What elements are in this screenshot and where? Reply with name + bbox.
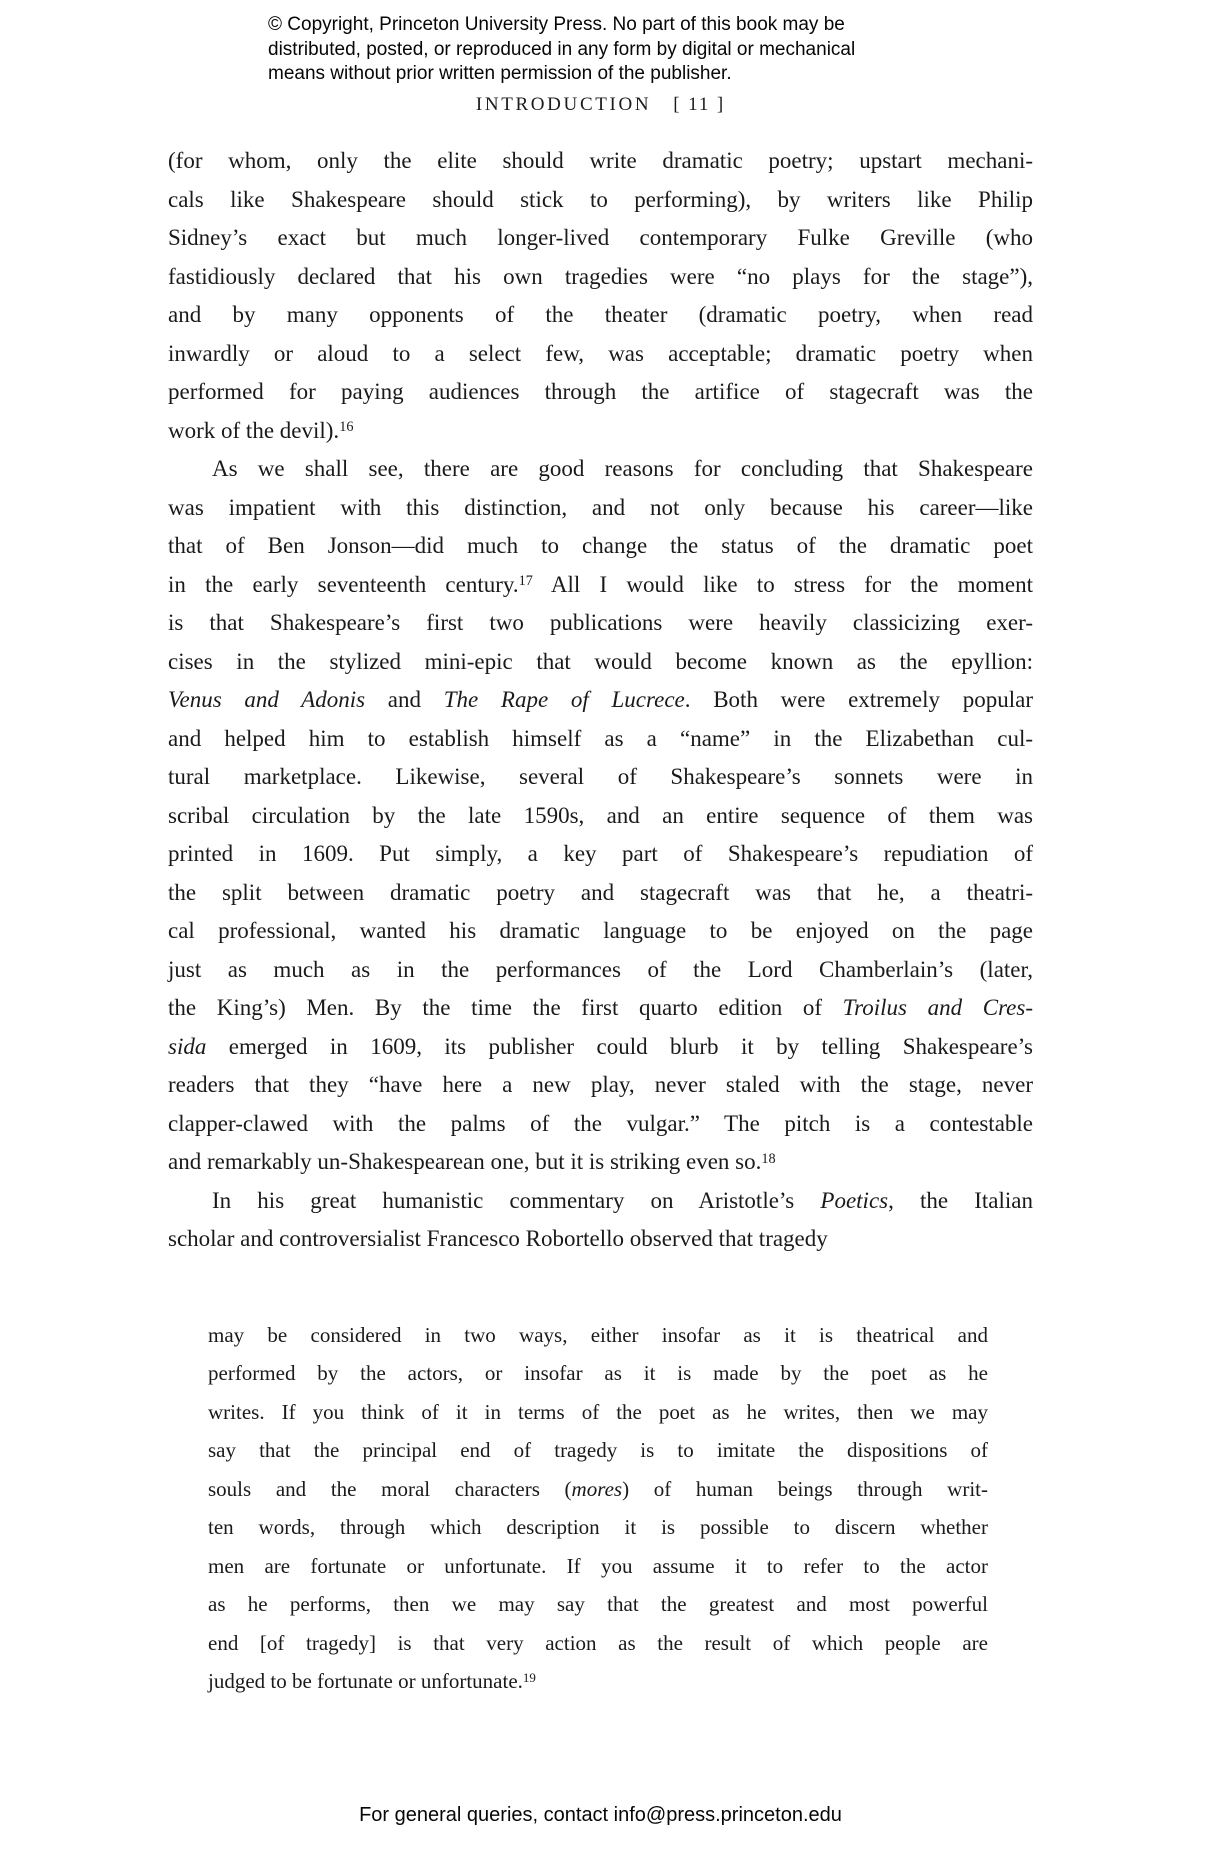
text-line: writes. If you think of it in terms of the poet as he writes, then we may bbox=[208, 1399, 988, 1424]
text-line: that of Ben Jonson—did much to change the status of the dramatic poet bbox=[168, 533, 1033, 558]
text-line: as he performs, then we may say that the greatest and most powerful bbox=[208, 1592, 988, 1616]
text-line: Venus and Adonis and The Rape of Lucrece. Both were extremely popular bbox=[168, 687, 1033, 712]
text-line: say that the principal end of tragedy is to imitate the dispositions of bbox=[208, 1438, 988, 1462]
text-line: printed in 1609. Put simply, a key part of Shakespeare’s repudiation of bbox=[168, 841, 1033, 866]
text-line: Sidney’s exact but much longer-lived contemporary Fulke Greville (who bbox=[168, 225, 1033, 250]
text-line: and helped him to establish himself as a “name” in the Elizabethan cul- bbox=[168, 725, 1033, 751]
paragraph bbox=[168, 450, 1033, 1182]
footnote-reference: 19 bbox=[522, 1670, 536, 1686]
copyright-line: © Copyright, Princeton University Press. No part of this book may be bbox=[268, 14, 845, 35]
text-line: judged to be fortunate or unfortunate.$^{19}$ bbox=[208, 1669, 536, 1693]
copyright-line: distributed, posted, or reproduced in any form by digital or mechanical bbox=[268, 38, 856, 60]
text-line: the split between dramatic poetry and stagecraft was that he, a theatri- bbox=[168, 879, 1033, 905]
text-line: (for whom, only the elite should write dramatic poetry; upstart mechani- bbox=[168, 148, 1033, 173]
copyright-line: means without prior written permission of the publisher. bbox=[268, 63, 732, 84]
block-quote bbox=[168, 1316, 1033, 1701]
section-title: INTRODUCTION bbox=[475, 94, 652, 115]
text-line: In his great humanistic commentary on Aristotle’s Poetics, the Italian bbox=[212, 1187, 1033, 1213]
text-line: fastidiously declared that his own tragedies were “no plays for the stage”), bbox=[168, 263, 1033, 289]
text-line: and remarkably un-Shakespearean one, but it is striking even so.$^{18}$ bbox=[168, 1149, 776, 1174]
footnote-reference: 17 bbox=[518, 573, 533, 590]
text-line: cal professional, wanted his dramatic language to be enjoyed on the page bbox=[168, 918, 1033, 943]
text-line: end [of tragedy] is that very action as the result of which people are bbox=[208, 1630, 988, 1655]
footnote-reference: 18 bbox=[761, 1150, 776, 1167]
text-line: and by many opponents of the theater (dramatic poetry, when read bbox=[168, 302, 1033, 327]
running-header bbox=[168, 92, 1033, 118]
text-line: souls and the moral characters (mores) of human beings through writ- bbox=[208, 1476, 989, 1501]
text-line: sida emerged in 1609, its publisher could blurb it by telling Shakespeare’s bbox=[168, 1033, 1033, 1059]
text-line: cals like Shakespeare should stick to performing), by writers like Philip bbox=[168, 186, 1033, 212]
text-line: As we shall see, there are good reasons for concluding that Shakespeare bbox=[212, 456, 1033, 481]
text-line: was impatient with this distinction, and not only because his career—like bbox=[168, 494, 1033, 520]
body-text bbox=[168, 142, 1033, 1701]
copyright-notice bbox=[268, 13, 855, 87]
paragraph bbox=[168, 1182, 1033, 1259]
paragraph bbox=[168, 142, 1033, 450]
text-line: work of the devil).$^{16}$ bbox=[168, 417, 354, 443]
footer-contact-text: For general queries, contact info@press.princeton.edu bbox=[359, 1804, 842, 1826]
text-line: is that Shakespeare’s first two publications were heavily classicizing exer- bbox=[168, 610, 1033, 635]
text-line: the King’s) Men. By the time the first quarto edition of Troilus and Cres- bbox=[168, 995, 1033, 1020]
text-line: just as much as in the performances of the Lord Chamberlain’s (later, bbox=[168, 956, 1033, 982]
text-line: tural marketplace. Likewise, several of Shakespeare’s sonnets were in bbox=[168, 764, 1033, 789]
text-line: scribal circulation by the late 1590s, and an entire sequence of them was bbox=[168, 802, 1033, 828]
text-line: cises in the stylized mini-epic that would become known as the epyllion: bbox=[168, 648, 1033, 674]
text-line: in the early seventeenth century.$^{17}$ All I would like to stress for the moment bbox=[168, 571, 1033, 597]
page-number: [ 11 ] bbox=[673, 94, 726, 115]
text-line: performed for paying audiences through the artifice of stagecraft was the bbox=[168, 379, 1033, 404]
text-line: performed by the actors, or insofar as it is made by the poet as he bbox=[208, 1361, 988, 1385]
text-line: readers that they “have here a new play, never staled with the stage, never bbox=[168, 1072, 1033, 1097]
text-line: scholar and controversialist Francesco Robortello observed that tragedy bbox=[168, 1226, 828, 1251]
text-line: inwardly or aloud to a select few, was acceptable; dramatic poetry when bbox=[168, 340, 1033, 366]
text-line: clapper-clawed with the palms of the vulgar.” The pitch is a contestable bbox=[168, 1110, 1033, 1136]
text-line: ten words, through which description it is possible to discern whether bbox=[208, 1515, 988, 1539]
text-line: men are fortunate or unfortunate. If you assume it to refer to the actor bbox=[208, 1553, 988, 1578]
footnote-reference: 16 bbox=[339, 419, 354, 436]
text-line: may be considered in two ways, either insofar as it is theatrical and bbox=[208, 1322, 988, 1347]
